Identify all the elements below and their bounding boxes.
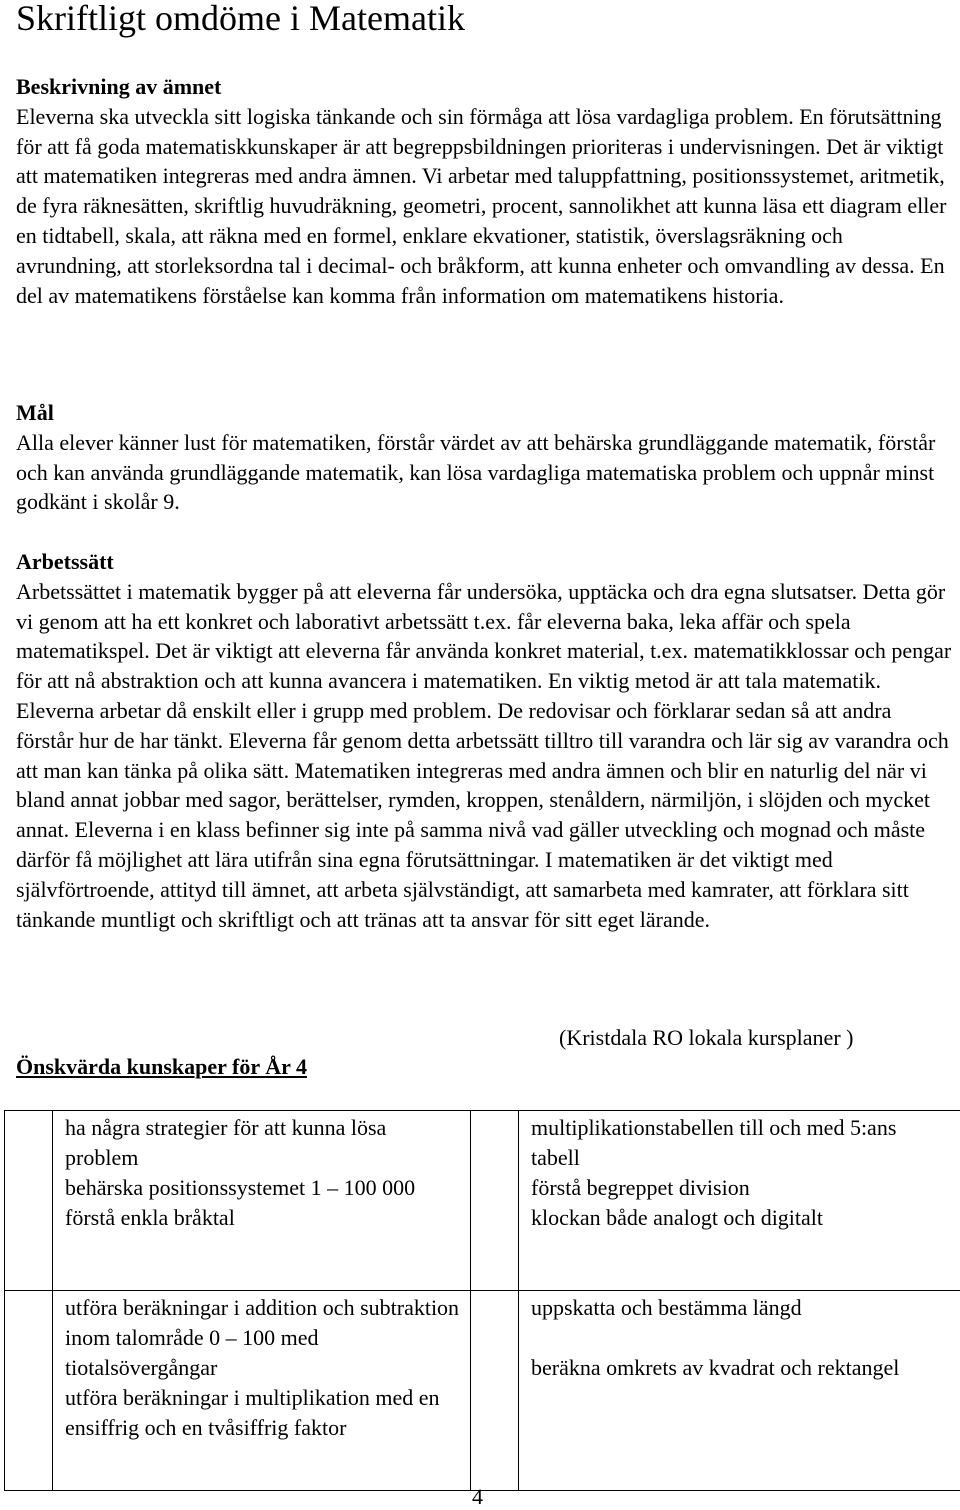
list-item: förstå enkla bråktal [65, 1205, 235, 1230]
checkbox-cell [471, 1111, 519, 1291]
table-row [5, 1291, 960, 1491]
section-goals [16, 398, 952, 517]
section-text: Eleverna ska utveckla sitt logiska tänkande och sin förmåga att lösa vardagliga problem. En förutsättning för att få goda matematiskkunskaper är att begreppsbildningen prioriteras i undervisningen. Det är viktigt att matematiken integreras med andra ämnen. Vi arbetar med taluppfattning, positionssystemet, aritmetik, de fyra räknesätten, skriftlig huvudräkning, geometri, procent, sannolikhet att kunna läsa ett diagram eller en tidtabell, skala, att räkna med en formel, enklare ekvationer, statistik, överslagsräkning och avrundning, att storleksordna tal i decimal- och bråkform, att kunna enheter och omvandling av dessa. En del av matematikens förståelse kan komma från information om matematikens historia. [16, 103, 947, 308]
list-item: multiplikationstabellen till och med 5:ans tabell [531, 1115, 897, 1170]
page-title: Skriftligt omdöme i Matematik [16, 0, 465, 38]
table-cell [53, 1291, 471, 1491]
list-item: utföra beräkningar i addition och subtraktion inom talområde 0 – 100 med tiotalsövergångar [65, 1295, 460, 1380]
checkbox-cell [5, 1111, 53, 1291]
checkbox-cell [471, 1291, 519, 1491]
list-item: ha några strategier för att kunna lösa problem [65, 1115, 387, 1170]
table-cell [519, 1111, 960, 1291]
section-text: Alla elever känner lust för matematiken, förstår värdet av att behärska grundläggande matematik, förstår och kan använda grundläggande matematik, kan lösa vardagliga matematiska problem och uppnår minst godkänt i skolår 9. [16, 429, 936, 515]
section-working-method [16, 547, 952, 934]
list-item: beräkna omkrets av kvadrat och rektangel [531, 1355, 900, 1380]
table-cell [53, 1111, 471, 1291]
knowledge-table [4, 1110, 960, 1491]
page-number: 4 [472, 1484, 483, 1509]
section-heading: Arbetssätt [16, 549, 114, 574]
section-heading: Mål [16, 400, 54, 425]
table-cell [519, 1291, 960, 1491]
list-item: klockan både analogt och digitalt [531, 1205, 824, 1230]
section-description [16, 72, 952, 310]
list-item: utföra beräkningar i multiplikation med en ensiffrig och en tvåsiffrig faktor [65, 1385, 440, 1440]
section-heading: Beskrivning av ämnet [16, 74, 222, 99]
section-text: Arbetssättet i matematik bygger på att eleverna får undersöka, upptäcka och dra egna slutsatser. Detta gör vi genom att ha ett konkret och laborativt arbetssätt t.ex. får eleverna baka, leka affär och spela matematikspel. Det är viktigt att eleverna får använda konkret material, t.ex. matematikklossar och pengar för att nå abstraktion och att kunna avancera i matematiken. En viktig metod är att tala matematik. Eleverna arbetar då enskilt eller i grupp med problem. De redovisar och förklarar sedan så att andra förstår hur de har tänkt. Eleverna får genom detta arbetssätt tilltro till varandra och lär sig av varandra och att man kan tänka på olika sätt. Matematiken integreras med andra ämnen och blir en naturlig del när vi bland annat jobbar med sagor, berättelser, rymden, kroppen, stenåldern, närmiljön, i slöjden och mycket annat. Eleverna i en klass befinner sig inte på samma nivå vad gäller utveckling och mognad och måste därför få möjlighet att lära utifrån sina egna förutsättningar. I matematiken är det viktigt med självförtroende, attityd till ämnet, att arbeta självständigt, att samarbeta med kamrater, att förklara sitt tänkande muntligt och skriftligt och att tränas att ta ansvar för sitt eget lärande. [16, 578, 952, 932]
list-item: uppskatta och bestämma längd [531, 1295, 802, 1320]
source-reference: (Kristdala RO lokala kursplaner ) [559, 1025, 854, 1050]
list-item: förstå begreppet division [531, 1175, 750, 1200]
checkbox-cell [5, 1291, 53, 1491]
knowledge-heading: Önskvärda kunskaper för År 4 [16, 1054, 307, 1079]
list-item: behärska positionssystemet 1 – 100 000 [65, 1175, 416, 1200]
table-row [5, 1111, 960, 1291]
